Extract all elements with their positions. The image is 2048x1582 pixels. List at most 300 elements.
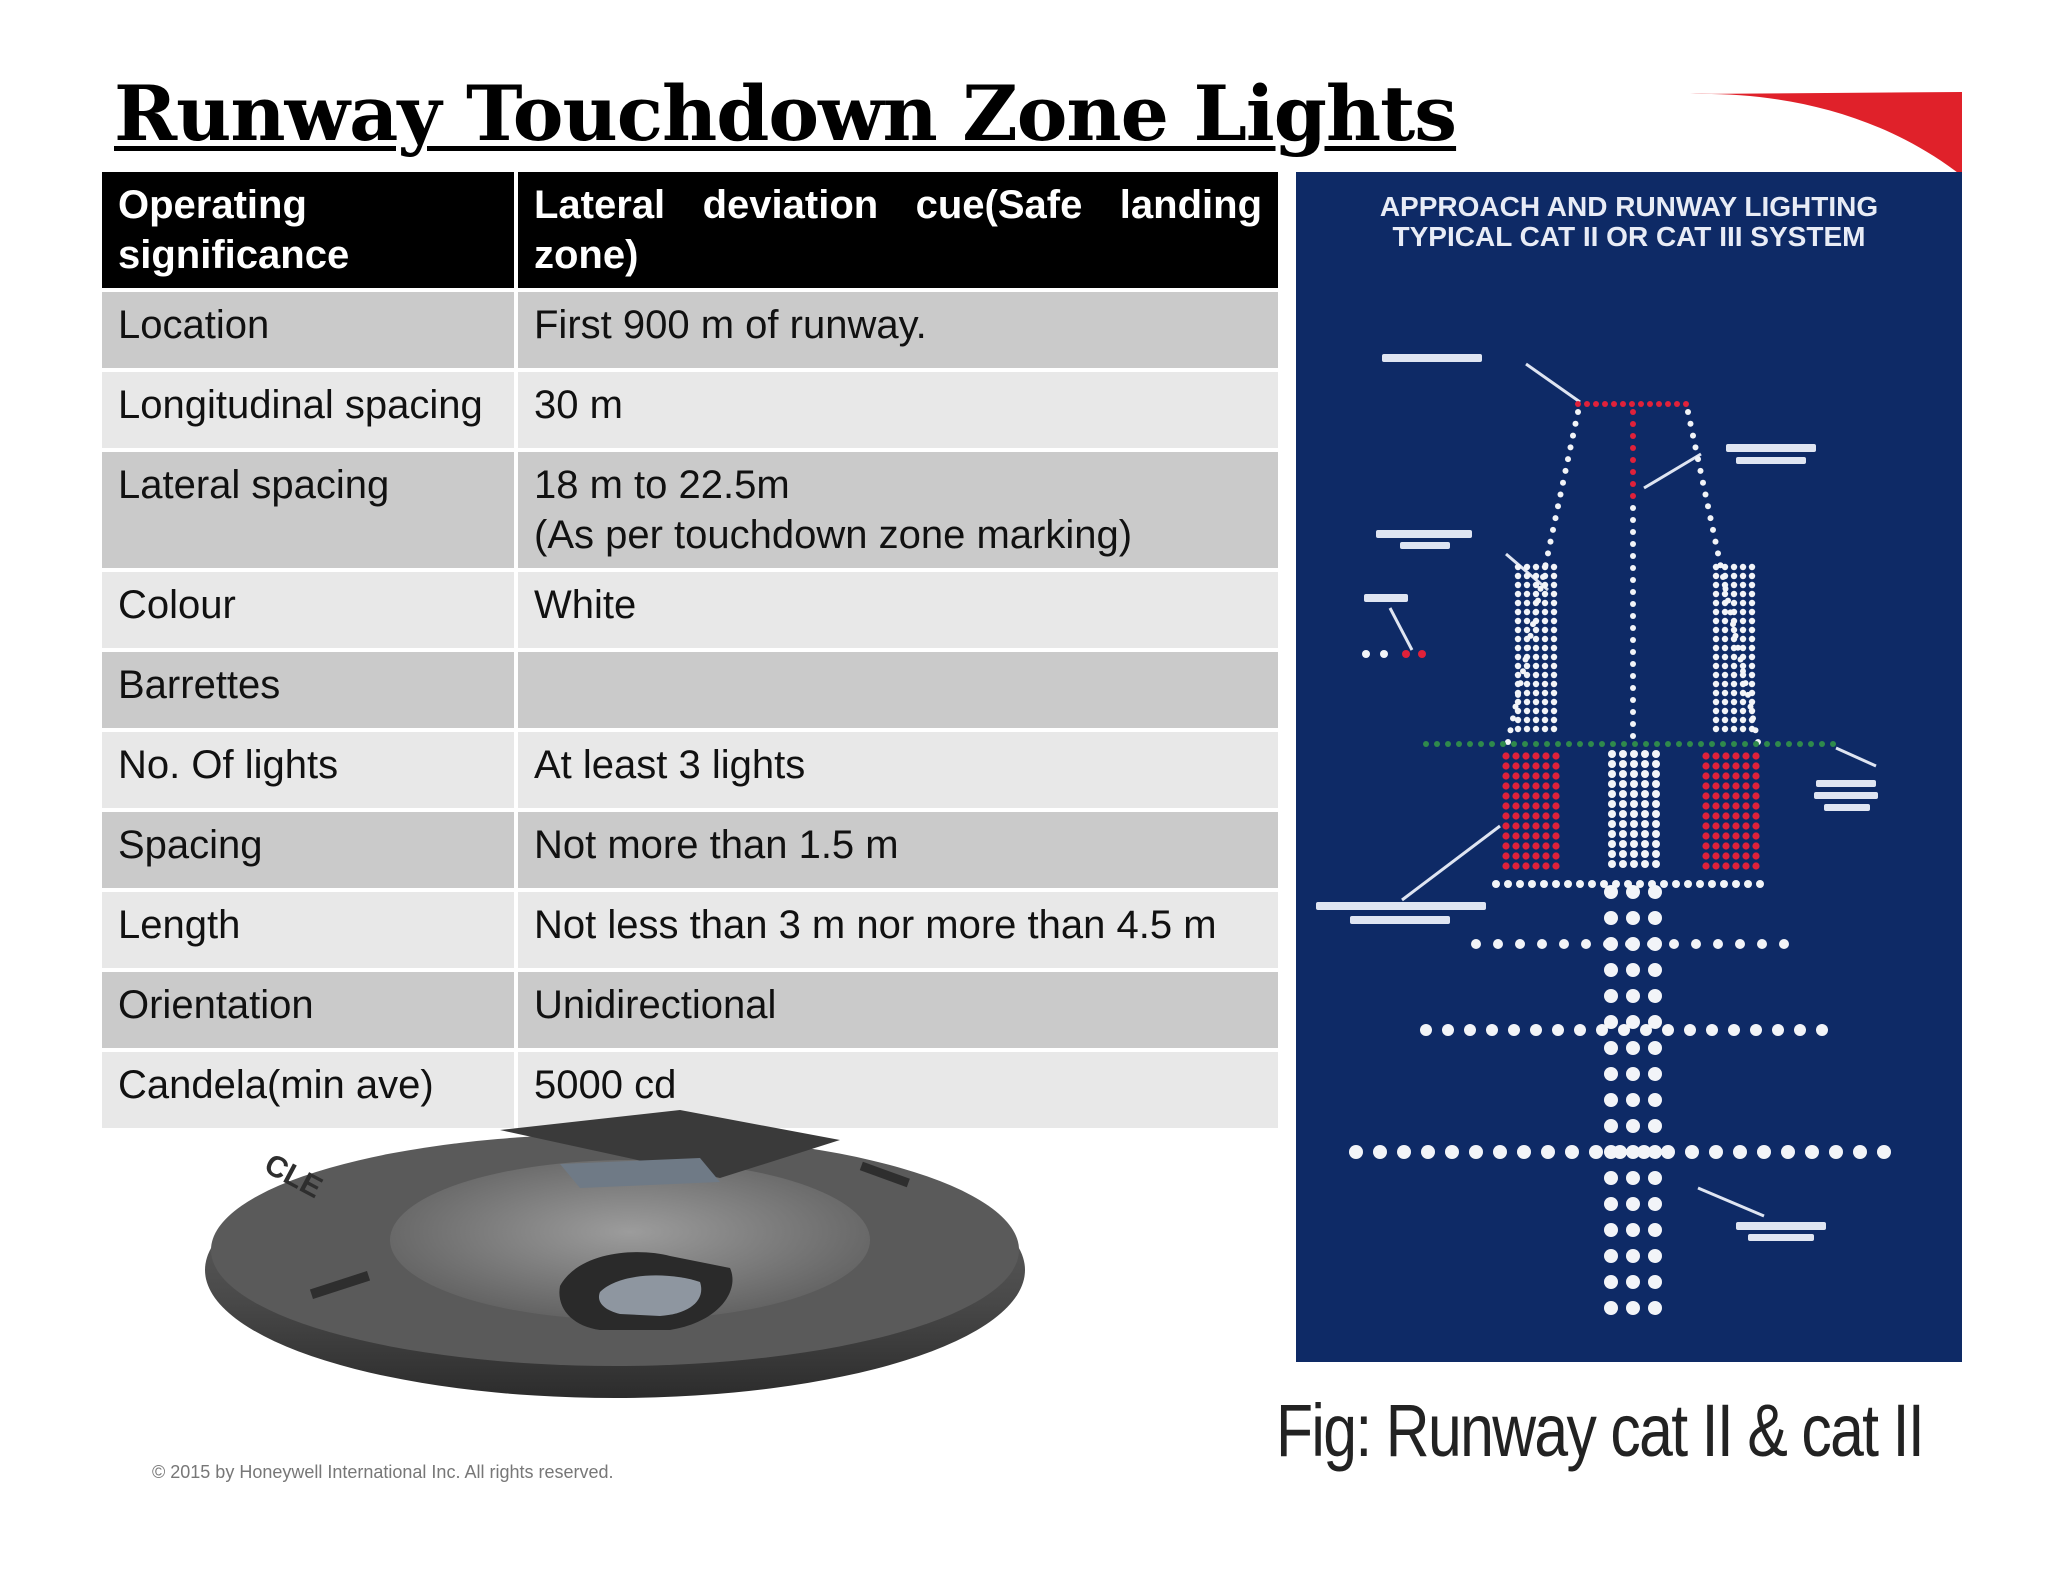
light-dot	[1604, 1249, 1618, 1263]
light-dot	[1512, 862, 1519, 869]
light-dot	[1630, 840, 1638, 848]
light-dot	[1683, 401, 1689, 407]
light-dot	[1604, 1119, 1618, 1133]
light-dot	[1740, 672, 1746, 678]
light-dot	[1532, 832, 1539, 839]
light-dot	[1732, 852, 1739, 859]
light-dot	[1619, 780, 1627, 788]
light-dot	[1362, 650, 1370, 658]
light-dot	[1511, 741, 1517, 747]
light-dot	[1626, 1275, 1640, 1289]
light-dot	[1542, 699, 1548, 705]
light-dot	[1722, 672, 1728, 678]
light-dot	[1749, 636, 1755, 642]
light-dot	[1731, 717, 1737, 723]
light-dot	[1713, 564, 1719, 570]
light-dot	[1551, 672, 1557, 678]
light-dot	[1641, 750, 1649, 758]
light-dot	[1542, 582, 1548, 588]
light-dot	[1713, 539, 1719, 545]
light-dot	[1626, 1249, 1640, 1263]
light-dot	[1542, 782, 1549, 789]
light-dot	[1731, 618, 1737, 624]
light-dot	[1685, 1145, 1699, 1159]
light-dot	[1742, 832, 1749, 839]
row-value	[516, 450, 1280, 570]
light-dot	[1604, 1093, 1618, 1107]
light-dot	[1568, 444, 1574, 450]
light-dot	[1619, 770, 1627, 778]
light-dot	[1524, 582, 1530, 588]
light-dot	[1648, 1197, 1662, 1211]
light-dot	[1722, 792, 1729, 799]
light-dot	[1630, 750, 1638, 758]
inset-light-fixture-icon	[200, 1100, 1030, 1400]
light-dot	[1731, 726, 1737, 732]
light-dot	[1533, 690, 1539, 696]
light-dot	[1551, 717, 1557, 723]
light-dot	[1524, 645, 1530, 651]
light-dot	[1515, 600, 1521, 606]
light-dot	[1630, 541, 1636, 547]
light-dot	[1731, 672, 1737, 678]
light-dot	[1542, 832, 1549, 839]
table-row	[100, 570, 1280, 650]
light-dot	[1735, 939, 1745, 949]
light-dot	[1712, 772, 1719, 779]
light-dot	[1542, 852, 1549, 859]
light-dot	[1515, 564, 1521, 570]
light-dot	[1722, 852, 1729, 859]
light-dot	[1722, 636, 1728, 642]
light-dot	[1740, 663, 1746, 669]
light-dot	[1508, 727, 1514, 733]
light-dot	[1626, 1041, 1640, 1055]
light-dot	[1713, 645, 1719, 651]
light-dot	[1515, 708, 1521, 714]
light-dot	[1380, 650, 1388, 658]
light-dot	[1533, 609, 1539, 615]
light-dot	[1690, 433, 1696, 439]
light-dot	[1641, 770, 1649, 778]
light-dot	[1722, 812, 1729, 819]
light-dot	[1687, 741, 1693, 747]
table-header-cell: Lateral deviation cue(Safe landing zone)	[516, 170, 1280, 290]
light-dot	[1533, 645, 1539, 651]
light-dot	[1533, 618, 1539, 624]
light-dot	[1648, 1145, 1662, 1159]
light-dot	[1702, 832, 1709, 839]
light-dot	[1445, 1145, 1459, 1159]
light-dot	[1691, 939, 1701, 949]
light-dot	[1712, 802, 1719, 809]
light-dot	[1532, 752, 1539, 759]
light-dot	[1652, 790, 1660, 798]
light-dot	[1630, 697, 1636, 703]
light-dot	[1608, 850, 1616, 858]
light-dot	[1648, 911, 1662, 925]
light-dot	[1512, 832, 1519, 839]
light-dot	[1551, 618, 1557, 624]
light-dot	[1604, 1171, 1618, 1185]
approach-lighting-diagram	[1296, 172, 1962, 1362]
row-label: Colour	[100, 570, 516, 650]
light-dot	[1641, 850, 1649, 858]
light-dot	[1604, 1015, 1618, 1029]
light-dot	[1542, 842, 1549, 849]
light-dot	[1456, 741, 1462, 747]
light-dot	[1542, 672, 1548, 678]
light-dot	[1542, 618, 1548, 624]
light-dot	[1565, 456, 1571, 462]
light-dot	[1749, 600, 1755, 606]
light-dot	[1749, 726, 1755, 732]
light-dot	[1630, 625, 1636, 631]
light-dot	[1853, 1145, 1867, 1159]
light-dot	[1542, 862, 1549, 869]
light-dot	[1584, 401, 1590, 407]
light-dot	[1515, 627, 1521, 633]
light-dot	[1749, 582, 1755, 588]
light-dot	[1522, 792, 1529, 799]
light-dot	[1542, 681, 1548, 687]
light-dot	[1630, 637, 1636, 643]
light-dot	[1656, 401, 1662, 407]
light-dot	[1722, 654, 1728, 660]
light-dot	[1722, 862, 1729, 869]
light-dot	[1619, 790, 1627, 798]
light-dot	[1533, 627, 1539, 633]
light-dot	[1749, 708, 1755, 714]
light-dot	[1722, 591, 1728, 597]
light-dot	[1524, 600, 1530, 606]
light-dot	[1604, 1145, 1618, 1159]
light-dot	[1630, 673, 1636, 679]
light-dot	[1740, 690, 1746, 696]
light-dot	[1641, 830, 1649, 838]
light-dot	[1652, 770, 1660, 778]
light-dot	[1641, 810, 1649, 818]
light-dot	[1781, 1145, 1795, 1159]
light-dot	[1533, 591, 1539, 597]
light-dot	[1661, 1145, 1675, 1159]
light-dot	[1559, 939, 1569, 949]
light-dot	[1750, 1024, 1762, 1036]
light-dot	[1779, 939, 1789, 949]
light-dot	[1722, 752, 1729, 759]
light-dot	[1684, 1024, 1696, 1036]
light-dot	[1752, 772, 1759, 779]
light-dot	[1652, 850, 1660, 858]
light-dot	[1722, 726, 1728, 732]
light-dot	[1515, 573, 1521, 579]
row-value: Unidirectional	[516, 970, 1280, 1050]
light-dot	[1522, 862, 1529, 869]
light-dot	[1740, 591, 1746, 597]
light-dot	[1502, 752, 1509, 759]
light-dot	[1604, 1223, 1618, 1237]
light-dot	[1508, 1024, 1520, 1036]
row-label: No. Of lights	[100, 730, 516, 810]
light-dot	[1641, 840, 1649, 848]
light-dot	[1515, 654, 1521, 660]
light-dot	[1641, 780, 1649, 788]
light-dot	[1731, 681, 1737, 687]
light-dot	[1524, 708, 1530, 714]
light-dot	[1742, 792, 1749, 799]
light-dot	[1575, 409, 1581, 415]
table-row	[100, 370, 1280, 450]
light-dot	[1542, 573, 1548, 579]
light-dot	[1713, 699, 1719, 705]
light-dot	[1502, 802, 1509, 809]
light-dot	[1749, 627, 1755, 633]
light-dot	[1489, 741, 1495, 747]
light-dot	[1715, 550, 1721, 556]
light-dot	[1402, 650, 1410, 658]
light-dot	[1522, 752, 1529, 759]
light-dot	[1552, 832, 1559, 839]
light-dot	[1749, 591, 1755, 597]
light-dot	[1512, 842, 1519, 849]
light-dot	[1632, 741, 1638, 747]
row-label: Longitudinal spacing	[100, 370, 516, 450]
brand-swoosh-icon	[1690, 92, 1962, 176]
light-dot	[1532, 792, 1539, 799]
light-dot	[1749, 663, 1755, 669]
light-dot	[1630, 685, 1636, 691]
light-dot	[1705, 503, 1711, 509]
light-dot	[1469, 1145, 1483, 1159]
light-dot	[1522, 762, 1529, 769]
light-dot	[1574, 1024, 1586, 1036]
light-dot	[1533, 600, 1539, 606]
light-dot	[1630, 565, 1636, 571]
light-dot	[1702, 752, 1709, 759]
light-dot	[1702, 812, 1709, 819]
light-dot	[1648, 937, 1662, 951]
light-dot	[1648, 963, 1662, 977]
light-dot	[1551, 699, 1557, 705]
light-dot	[1702, 762, 1709, 769]
light-dot	[1542, 752, 1549, 759]
light-dot	[1604, 1197, 1618, 1211]
light-dot	[1630, 780, 1638, 788]
light-dot	[1608, 760, 1616, 768]
light-dot	[1515, 618, 1521, 624]
light-dot	[1713, 681, 1719, 687]
light-dot	[1652, 840, 1660, 848]
light-dot	[1752, 812, 1759, 819]
diagram-title-line2: TYPICAL CAT II OR CAT III SYSTEM	[1392, 221, 1866, 252]
light-dot	[1630, 790, 1638, 798]
light-dot	[1732, 832, 1739, 839]
light-dot	[1542, 600, 1548, 606]
light-dot	[1608, 790, 1616, 798]
light-dot	[1731, 690, 1737, 696]
light-dot	[1630, 601, 1636, 607]
table-row	[100, 450, 1280, 570]
light-dot	[1752, 752, 1759, 759]
light-dot	[1740, 654, 1746, 660]
light-dot	[1626, 1197, 1640, 1211]
light-dot	[1630, 733, 1636, 739]
light-dot	[1684, 880, 1692, 888]
light-dot	[1551, 627, 1557, 633]
light-dot	[1541, 1145, 1555, 1159]
row-value: 30 m	[516, 370, 1280, 450]
light-dot	[1731, 591, 1737, 597]
light-dot	[1731, 627, 1737, 633]
light-dot	[1522, 772, 1529, 779]
light-dot	[1752, 852, 1759, 859]
light-dot	[1752, 862, 1759, 869]
light-dot	[1641, 800, 1649, 808]
light-dot	[1512, 762, 1519, 769]
light-dot	[1515, 726, 1521, 732]
light-dot	[1731, 582, 1737, 588]
light-dot	[1418, 650, 1426, 658]
light-dot	[1626, 1093, 1640, 1107]
light-dot	[1524, 636, 1530, 642]
light-dot	[1532, 822, 1539, 829]
light-dot	[1537, 939, 1547, 949]
light-dot	[1742, 842, 1749, 849]
light-dot	[1542, 645, 1548, 651]
light-dot	[1512, 792, 1519, 799]
light-dot	[1648, 1301, 1662, 1315]
light-dot	[1515, 636, 1521, 642]
light-dot	[1708, 880, 1716, 888]
light-dot	[1515, 690, 1521, 696]
light-dot	[1552, 762, 1559, 769]
light-dot	[1524, 564, 1530, 570]
light-dot	[1662, 1024, 1674, 1036]
light-dot	[1752, 762, 1759, 769]
light-dot	[1551, 591, 1557, 597]
table-row	[100, 290, 1280, 370]
light-dot	[1551, 681, 1557, 687]
light-dot	[1713, 726, 1719, 732]
light-dot	[1524, 591, 1530, 597]
light-dot	[1604, 911, 1618, 925]
light-dot	[1805, 1145, 1819, 1159]
light-dot	[1702, 862, 1709, 869]
light-dot	[1522, 741, 1528, 747]
light-dot	[1648, 1171, 1662, 1185]
light-dot	[1442, 1024, 1454, 1036]
light-dot	[1712, 752, 1719, 759]
light-dot	[1532, 762, 1539, 769]
light-dot	[1619, 860, 1627, 868]
light-dot	[1502, 812, 1509, 819]
light-dot	[1551, 663, 1557, 669]
light-dot	[1604, 1067, 1618, 1081]
light-dot	[1502, 782, 1509, 789]
light-dot	[1626, 885, 1640, 899]
light-dot	[1722, 600, 1728, 606]
light-dot	[1722, 627, 1728, 633]
light-dot	[1740, 708, 1746, 714]
row-label: Location	[100, 290, 516, 370]
light-dot	[1713, 636, 1719, 642]
light-dot	[1630, 409, 1636, 415]
light-dot	[1713, 939, 1723, 949]
light-dot	[1626, 1223, 1640, 1237]
light-dot	[1551, 600, 1557, 606]
light-dot	[1710, 527, 1716, 533]
light-dot	[1542, 792, 1549, 799]
light-dot	[1757, 939, 1767, 949]
light-dot	[1524, 699, 1530, 705]
light-dot	[1722, 708, 1728, 714]
light-dot	[1630, 830, 1638, 838]
light-dot	[1552, 752, 1559, 759]
light-dot	[1512, 802, 1519, 809]
light-dot	[1515, 609, 1521, 615]
light-dot	[1732, 880, 1740, 888]
light-dot	[1740, 564, 1746, 570]
light-dot	[1744, 880, 1752, 888]
page-title: Runway Touchdown Zone Lights	[114, 69, 1457, 158]
light-dot	[1626, 1119, 1640, 1133]
light-dot	[1397, 1145, 1411, 1159]
light-dot	[1626, 911, 1640, 925]
light-dot	[1630, 421, 1636, 427]
light-dot	[1786, 741, 1792, 747]
light-dot	[1702, 802, 1709, 809]
light-dot	[1722, 645, 1728, 651]
light-dot	[1532, 812, 1539, 819]
light-dot	[1630, 577, 1636, 583]
light-dot	[1752, 782, 1759, 789]
light-dot	[1533, 681, 1539, 687]
light-dot	[1599, 741, 1605, 747]
light-dot	[1830, 741, 1836, 747]
light-dot	[1619, 830, 1627, 838]
light-dot	[1551, 726, 1557, 732]
light-dot	[1630, 860, 1638, 868]
light-dot	[1749, 690, 1755, 696]
row-value: Not more than 1.5 m	[516, 810, 1280, 890]
light-dot	[1797, 741, 1803, 747]
light-dot	[1630, 661, 1636, 667]
light-dot	[1620, 401, 1626, 407]
light-dot	[1619, 800, 1627, 808]
table-row	[100, 890, 1280, 970]
light-dot	[1731, 741, 1737, 747]
light-dot	[1532, 772, 1539, 779]
row-label: Candela(min ave)	[100, 1050, 516, 1130]
light-dot	[1533, 741, 1539, 747]
light-dot	[1604, 937, 1618, 951]
light-dot	[1619, 820, 1627, 828]
light-dot	[1551, 654, 1557, 660]
light-dot	[1713, 609, 1719, 615]
light-dot	[1542, 822, 1549, 829]
light-dot	[1421, 1145, 1435, 1159]
light-dot	[1608, 800, 1616, 808]
light-dot	[1757, 1145, 1771, 1159]
light-dot	[1604, 963, 1618, 977]
light-dot	[1749, 618, 1755, 624]
light-dot	[1532, 782, 1539, 789]
light-dot	[1722, 663, 1728, 669]
light-dot	[1542, 726, 1548, 732]
light-dot	[1626, 989, 1640, 1003]
light-dot	[1698, 741, 1704, 747]
light-dot	[1551, 582, 1557, 588]
